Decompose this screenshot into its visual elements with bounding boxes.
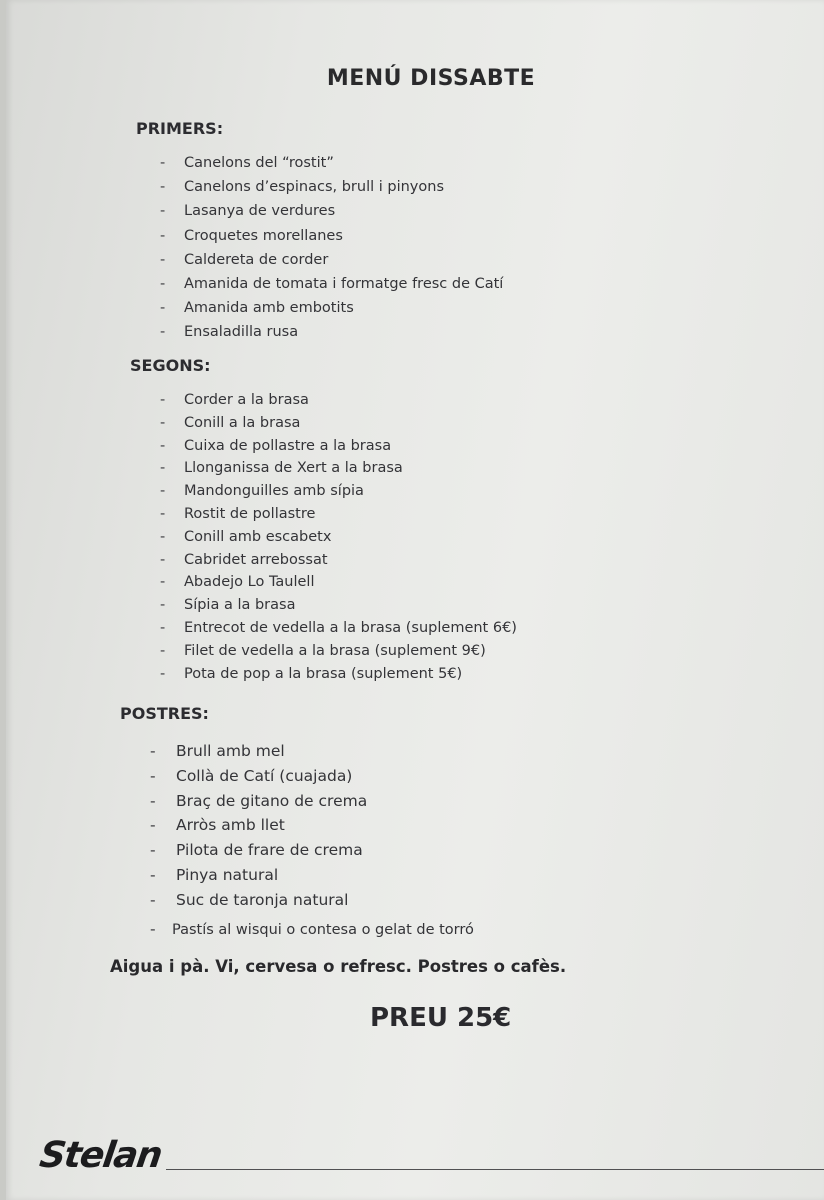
bullet-dash: - [160, 505, 166, 522]
dish-name: Pota de pop a la brasa (suplement 5€) [184, 665, 463, 682]
dish-name: Collà de Catí (cuajada) [176, 766, 353, 785]
section-heading-segons: SEGONS: [130, 356, 211, 375]
bullet-dash: - [150, 890, 156, 909]
postres-list [150, 739, 474, 941]
list-item [160, 617, 517, 640]
bullet-dash: - [150, 841, 156, 860]
dish-name: Abadejo Lo Taulell [184, 574, 315, 591]
dish-name: Pinya natural [176, 865, 279, 884]
list-item [160, 549, 517, 572]
bullet-dash: - [160, 597, 166, 614]
bullet-dash: - [150, 816, 156, 835]
list-item [150, 863, 474, 888]
bullet-dash: - [150, 742, 156, 760]
stelan-logo: Stelan [37, 1135, 164, 1176]
list-item [150, 739, 474, 764]
bullet-dash: - [160, 300, 166, 317]
dish-name: Corder a la brasa [184, 392, 309, 408]
footer-rule [166, 1169, 824, 1170]
list-item [160, 320, 503, 344]
dish-name: Brull amb mel [176, 742, 285, 760]
dish-name: Pilota de frare de crema [176, 841, 363, 860]
dish-name: Conill amb escabetx [184, 528, 332, 545]
segons-list [160, 389, 517, 685]
list-item [160, 435, 517, 458]
bullet-dash: - [160, 324, 166, 341]
bullet-dash: - [150, 919, 156, 938]
bullet-dash: - [150, 865, 156, 884]
bullet-dash: - [160, 665, 166, 682]
dish-name: Braç de gitano de crema [176, 791, 368, 810]
bullet-dash: - [160, 414, 166, 431]
dish-name: Canelons d’espinacs, brull i pinyons [184, 179, 444, 196]
bullet-dash: - [160, 483, 166, 500]
bullet-dash: - [160, 642, 166, 659]
list-item [150, 917, 474, 942]
dish-name: Croquetes morellanes [184, 227, 343, 244]
list-item [150, 888, 474, 913]
list-item [160, 526, 517, 549]
dish-name: Entrecot de vedella a la brasa (suplement 6€) [184, 619, 517, 636]
bullet-dash: - [160, 528, 166, 545]
primers-list [160, 151, 504, 345]
bullet-dash: - [160, 551, 166, 568]
bullet-dash: - [150, 766, 156, 785]
menu-title: MENÚ DISSABTE [326, 66, 536, 91]
dish-name: Canelons del “rostit” [184, 155, 334, 171]
bullet-dash: - [160, 619, 166, 636]
list-item [160, 663, 517, 686]
bullet-dash: - [160, 460, 166, 477]
list-item [160, 412, 517, 435]
list-item [150, 789, 474, 814]
dish-name: Conill a la brasa [184, 414, 301, 431]
list-item [160, 480, 517, 503]
list-item [160, 571, 517, 594]
dish-name: Llonganissa de Xert a la brasa [184, 460, 403, 477]
bullet-dash: - [160, 155, 166, 171]
dish-name: Cabridet arrebossat [184, 551, 328, 568]
list-item [160, 503, 517, 526]
dish-name: Pastís al wisqui o contesa o gelat de torró [172, 921, 474, 938]
list-item [160, 272, 504, 296]
bullet-dash: - [160, 251, 166, 268]
list-item [160, 594, 517, 617]
bullet-dash: - [160, 179, 166, 196]
bullet-dash: - [160, 392, 166, 408]
menu-sheet [6, 0, 824, 1200]
list-item [160, 248, 503, 272]
list-item [160, 296, 503, 320]
bullet-dash: - [160, 574, 166, 591]
bullet-dash: - [160, 437, 166, 454]
dish-name: Lasanya de verdures [184, 203, 336, 220]
menu-includes-note: Aigua i pà. Vi, cervesa o refresc. Postres o cafès. [110, 957, 567, 976]
dish-name: Mandonguilles amb sípia [184, 483, 364, 500]
section-heading-postres: POSTRES: [120, 704, 209, 723]
list-item [150, 764, 474, 789]
dish-name: Amanida de tomata i formatge fresc de Catí [184, 275, 504, 292]
dish-name: Filet de vedella a la brasa (suplement 9€) [184, 642, 486, 659]
bullet-dash: - [160, 227, 166, 244]
list-item [150, 838, 474, 863]
dish-name: Cuixa de pollastre a la brasa [184, 437, 392, 454]
dish-name: Caldereta de corder [184, 251, 329, 268]
list-item [150, 813, 474, 838]
menu-price: PREU 25€ [370, 1003, 512, 1033]
list-item [160, 457, 517, 480]
list-item [160, 224, 503, 248]
list-item [160, 640, 517, 663]
dish-name: Sípia a la brasa [184, 597, 296, 614]
bullet-dash: - [160, 203, 166, 220]
dish-name: Arròs amb llet [176, 816, 285, 835]
list-item [160, 199, 503, 223]
list-item [160, 151, 503, 175]
dish-name: Amanida amb embotits [184, 300, 354, 317]
bullet-dash: - [160, 275, 166, 292]
list-item [160, 175, 503, 199]
list-item [160, 389, 517, 412]
section-heading-primers: PRIMERS: [136, 119, 224, 138]
bullet-dash: - [150, 791, 156, 810]
dish-name: Suc de taronja natural [176, 890, 349, 909]
dish-name: Ensaladilla rusa [184, 324, 299, 341]
dish-name: Rostit de pollastre [184, 505, 316, 522]
